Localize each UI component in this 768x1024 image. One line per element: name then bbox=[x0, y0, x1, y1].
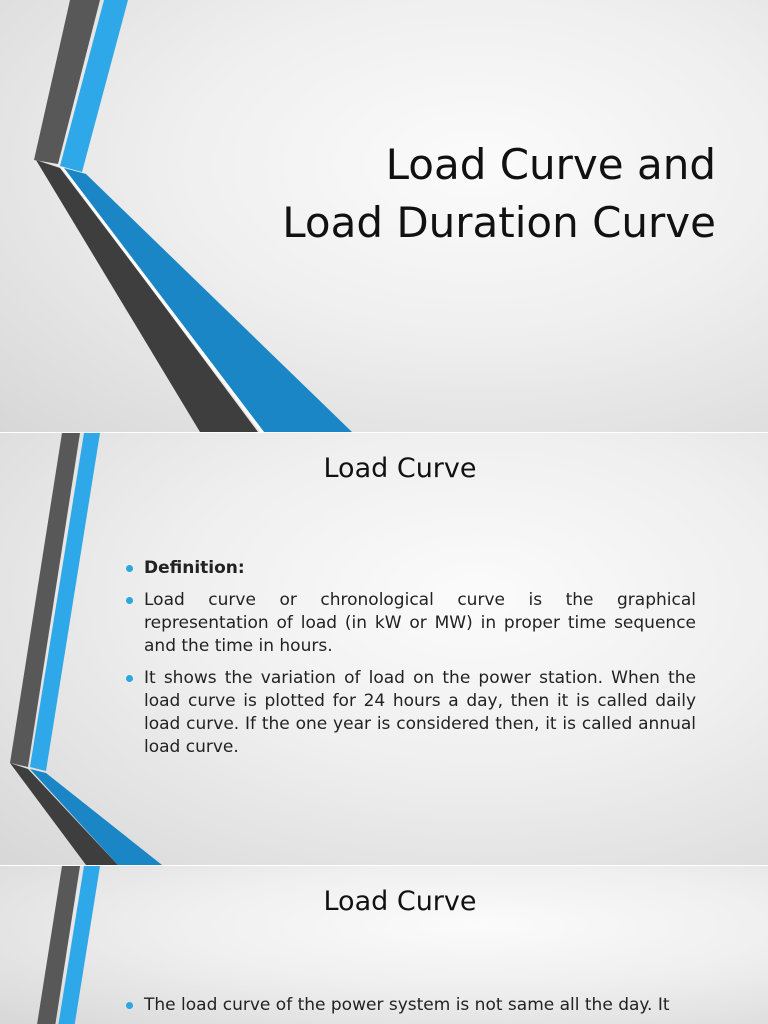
slide-title: Load Curve bbox=[323, 453, 477, 484]
bullet-text: Definition: bbox=[144, 558, 245, 578]
title-line-2: Load Duration Curve bbox=[282, 198, 716, 247]
title-slide bbox=[0, 0, 768, 432]
bullet-item bbox=[126, 589, 696, 658]
bullet-dot-icon bbox=[126, 675, 133, 682]
dark-wedge bbox=[36, 160, 260, 432]
white-edge bbox=[60, 166, 264, 432]
presentation-title bbox=[282, 136, 716, 252]
title-line-1: Load Curve and bbox=[385, 140, 716, 189]
bullet-dot-icon bbox=[126, 565, 133, 572]
bullet-dot-icon bbox=[126, 1002, 133, 1009]
slide-title: Load Curve bbox=[323, 886, 477, 917]
bullet-text: It shows the variation of load on the power station. When the load curve is plotted for 24 hours a day, then it is called daily load curve. If the one year is considered then, it is called annual load curve. bbox=[144, 668, 696, 757]
dark-wedge bbox=[10, 763, 118, 865]
content-slide-load-curve-2 bbox=[0, 866, 768, 1024]
bullet-list bbox=[126, 994, 696, 1024]
bullet-item bbox=[126, 667, 696, 759]
content-slide-load-curve bbox=[0, 433, 768, 865]
bullet-list bbox=[126, 557, 696, 768]
bullet-item bbox=[126, 557, 696, 580]
bullet-item bbox=[126, 994, 696, 1017]
bullet-text: The load curve of the power system is not same all the day. It bbox=[144, 995, 670, 1015]
bullet-text: Load curve or chronological curve is the graphical representation of load (in kW or MW) in proper time sequence and the time in hours. bbox=[144, 590, 696, 656]
bullet-dot-icon bbox=[126, 597, 133, 604]
